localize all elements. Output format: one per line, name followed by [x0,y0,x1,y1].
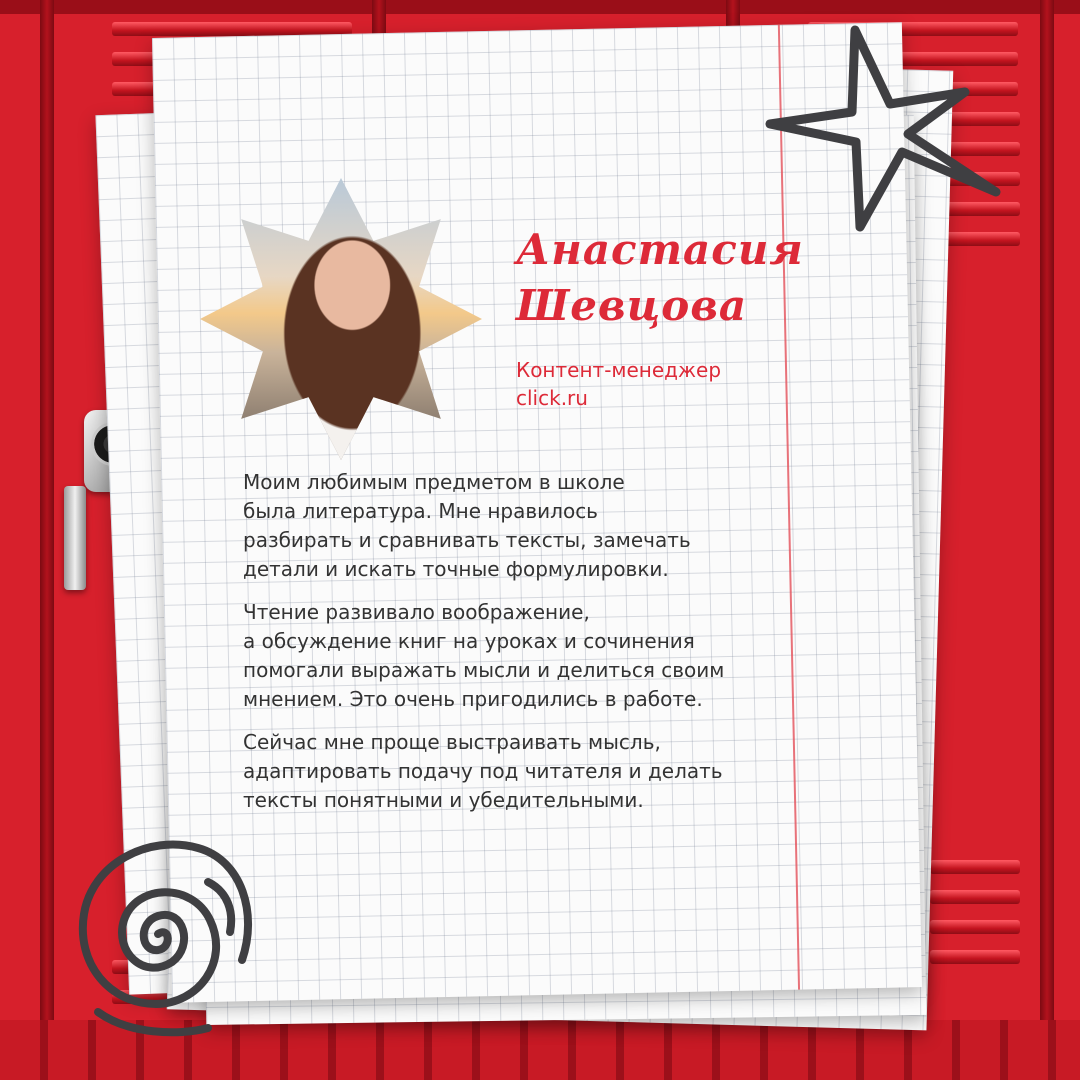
paragraph-2: Чтение развивало воображение, а обсуждение книг на уроках и сочинения помогали выражать мысли и делиться своим мнением. Это очень пригодились в работе. [243,600,725,711]
locker-gap [40,0,54,1080]
locker-vent [930,920,1020,934]
star-doodle-icon [760,22,1010,237]
name-first: Анастасия [516,225,804,274]
spiral-doodle-icon [58,822,258,1052]
paragraph-3: Сейчас мне проще выстраивать мысль, адаптировать подачу под читателя и делать тексты понятными и убедительными. [243,730,723,812]
person-role: Контент-менеджер [516,358,722,382]
profile-photo [200,178,482,460]
locker-vent [930,890,1020,904]
person-company: click.ru [516,386,588,410]
paragraph-1: Моим любимым предметом в школе была литература. Мне нравилось разбирать и сравнивать тексты, замечать детали и искать точные формулировки. [243,470,691,581]
locker-handle [64,486,86,590]
avatar [200,178,482,460]
locker-top-frame [0,0,1080,14]
person-name [516,222,804,334]
locker-vent [930,860,1020,874]
story-text [243,468,843,829]
locker-gap [1040,0,1054,1080]
name-last: Шевцова [516,281,748,330]
locker-vent [930,950,1020,964]
person-role-block [516,356,721,412]
